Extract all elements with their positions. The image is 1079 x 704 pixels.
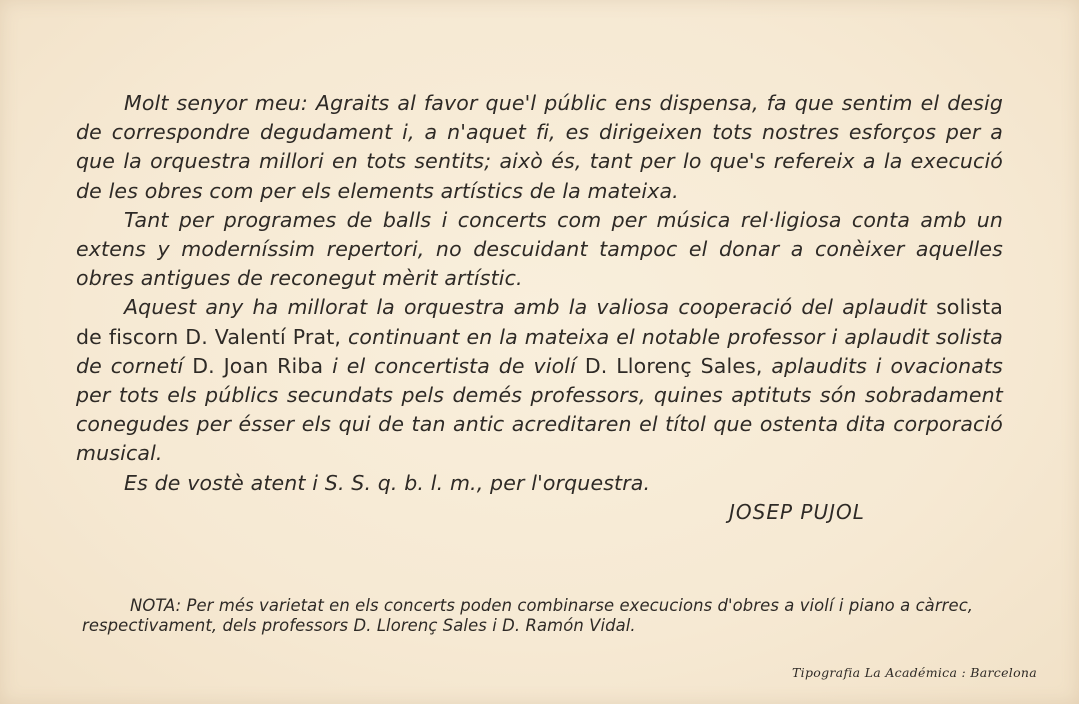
paragraph-repertoire: Tant per programes de balls i concerts com per música rel·ligiosa conta amb un extens y moderníssim repertori, no descuidant tampoc el donar a conèixer aquelles obres antigues de reconegut mèrit artístic. [76,207,1003,291]
violinist-name: D. Llorenç Sales, [584,353,763,378]
printer-imprint: Tipografia La Académica : Barcelona [792,665,1037,680]
paragraph-greeting: Molt senyor meu: Agraits al favor que'l públic ens dispensa, fa que sentim el desig de correspondre degudament i, a n'aquet fi, es dirigeixen tots nostres esforços per a que la orquestra millori en tots sentits; això és, tant per lo que's refereix a la execució de les obres com per els elements artístics de la mateixa. [76,91,1003,203]
signature: JOSEP PUJOL [729,500,865,524]
cornet-player-name: D. Joan Riba [192,353,324,378]
paragraph-text: aplaudits i ovacionats per tots els públics secundats pels demés professors, quines aptituts són sobradament conegudes per ésser els qui de tan antic acreditaren el títol que ostenta dita corporació musical. [76,353,1003,466]
paragraph-text: continuant en la mateixa el notable professor i aplaudit solista de cornetí [76,324,1003,378]
paragraph-text: Aquest any ha millorat la orquestra amb la valiosa cooperació del aplaudit [124,295,927,320]
paragraph-orchestra-members [76,293,1003,468]
footnote-nota: NOTA: Per més varietat en els concerts poden combinarse execucions d'obres a violí i piano a càrrec, respectivament, dels professors D. Llorenç Sales i D. Ramón Vidal. [82,596,974,635]
paragraph-closing: Es de vostè atent i S. S. q. b. l. m., per l'orquestra. [124,470,651,495]
paragraph-text: i el concertista de violí [332,353,576,378]
soloist-name: solista de fiscorn D. Valentí Prat, [76,295,1004,349]
letter-body [76,89,1003,498]
